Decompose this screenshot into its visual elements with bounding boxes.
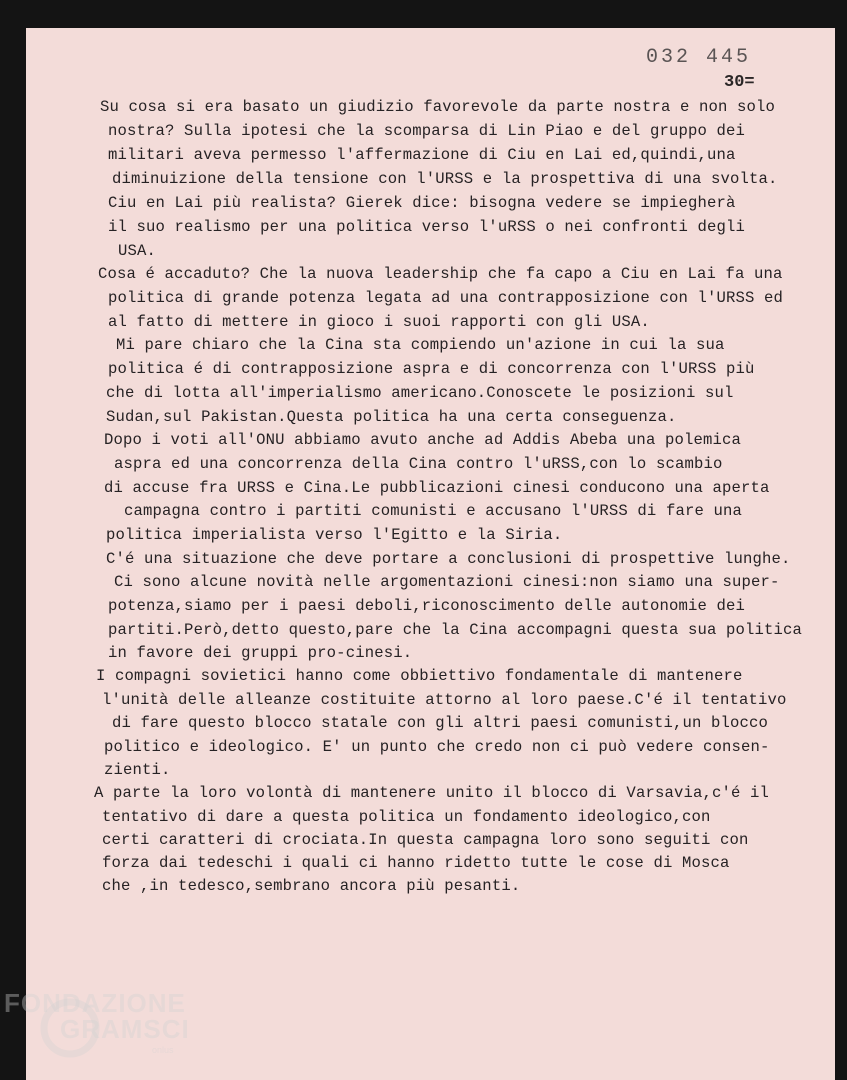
text-line: tentativo di dare a questa politica un fondamento ideologico,con	[102, 808, 711, 826]
text-line: di accuse fra URSS e Cina.Le pubblicazioni cinesi conducono una aperta	[104, 479, 770, 497]
text-line: partiti.Però,detto questo,pare che la Cina accompagni questa sua politica	[108, 621, 803, 639]
text-line: al fatto di mettere in gioco i suoi rapporti con gli USA.	[108, 313, 650, 331]
text-line: aspra ed una concorrenza della Cina contro l'uRSS,con lo scambio	[114, 455, 723, 473]
text-line: I compagni sovietici hanno come obbiettivo fondamentale di mantenere	[96, 667, 743, 685]
text-line: militari aveva permesso l'affermazione di Ciu en Lai ed,quindi,una	[108, 146, 736, 164]
document-page	[26, 28, 835, 1080]
text-line: USA.	[118, 242, 157, 260]
text-line: l'unità delle alleanze costituite attorno al loro paese.C'é il tentativo	[102, 691, 787, 709]
archive-number: 032 445	[646, 46, 752, 69]
text-line: campagna contro i partiti comunisti e accusano l'URSS di fare una	[124, 502, 743, 520]
text-line: politica é di contrapposizione aspra e di concorrenza con l'URSS più	[108, 360, 755, 378]
text-line: potenza,siamo per i paesi deboli,riconoscimento delle autonomie dei	[108, 597, 746, 615]
text-line: Mi pare chiaro che la Cina sta compiendo un'azione in cui la sua	[116, 336, 725, 354]
text-line: C'é una situazione che deve portare a conclusioni di prospettive lunghe.	[106, 550, 791, 568]
text-line: politica di grande potenza legata ad una contrapposizione con l'URSS ed	[108, 289, 784, 307]
watermark	[4, 988, 190, 1055]
text-line: Ciu en Lai più realista? Gierek dice: bisogna vedere se impiegherà	[108, 194, 736, 212]
text-line: in favore dei gruppi pro-cinesi.	[108, 644, 413, 662]
text-line: politica imperialista verso l'Egitto e la Siria.	[106, 526, 563, 544]
text-line: A parte la loro volontà di mantenere unito il blocco di Varsavia,c'é il	[94, 784, 770, 802]
text-line: di fare questo blocco statale con gli altri paesi comunisti,un blocco	[112, 714, 769, 732]
watermark-line-1: FONDAZIONE	[4, 988, 186, 1018]
text-line: Sudan,sul Pakistan.Questa politica ha una certa conseguenza.	[106, 408, 677, 426]
page-number: 30=	[724, 73, 755, 92]
text-line: Cosa é accaduto? Che la nuova leadership che fa capo a Ciu en Lai fa una	[98, 265, 783, 283]
text-line: che di lotta all'imperialismo americano.Conoscete le posizioni sul	[106, 384, 734, 402]
text-line: nostra? Sulla ipotesi che la scomparsa di Lin Piao e del gruppo dei	[108, 122, 746, 140]
text-line: politico e ideologico. E' un punto che credo non ci può vedere consen-	[104, 738, 770, 756]
text-line: Dopo i voti all'ONU abbiamo avuto anche ad Addis Abeba una polemica	[104, 431, 742, 449]
text-line: Su cosa si era basato un giudizio favorevole da parte nostra e non solo	[100, 98, 776, 116]
watermark-line-2: GRAMSCI	[60, 1014, 190, 1044]
text-line: certi caratteri di crociata.In questa campagna loro sono seguiti con	[102, 831, 749, 849]
text-line: che ,in tedesco,sembrano ancora più pesanti.	[102, 877, 521, 895]
text-line: il suo realismo per una politica verso l'uRSS o nei confronti degli	[108, 218, 746, 236]
text-line: forza dai tedeschi i quali ci hanno ridetto tutte le cose di Mosca	[102, 854, 730, 872]
text-line: Ci sono alcune novità nelle argomentazioni cinesi:non siamo una super-	[114, 573, 780, 591]
watermark-line-3: onlus	[152, 1045, 174, 1055]
text-line: zienti.	[104, 761, 171, 779]
text-line: diminuizione della tensione con l'URSS e la prospettiva di una svolta.	[112, 170, 778, 188]
